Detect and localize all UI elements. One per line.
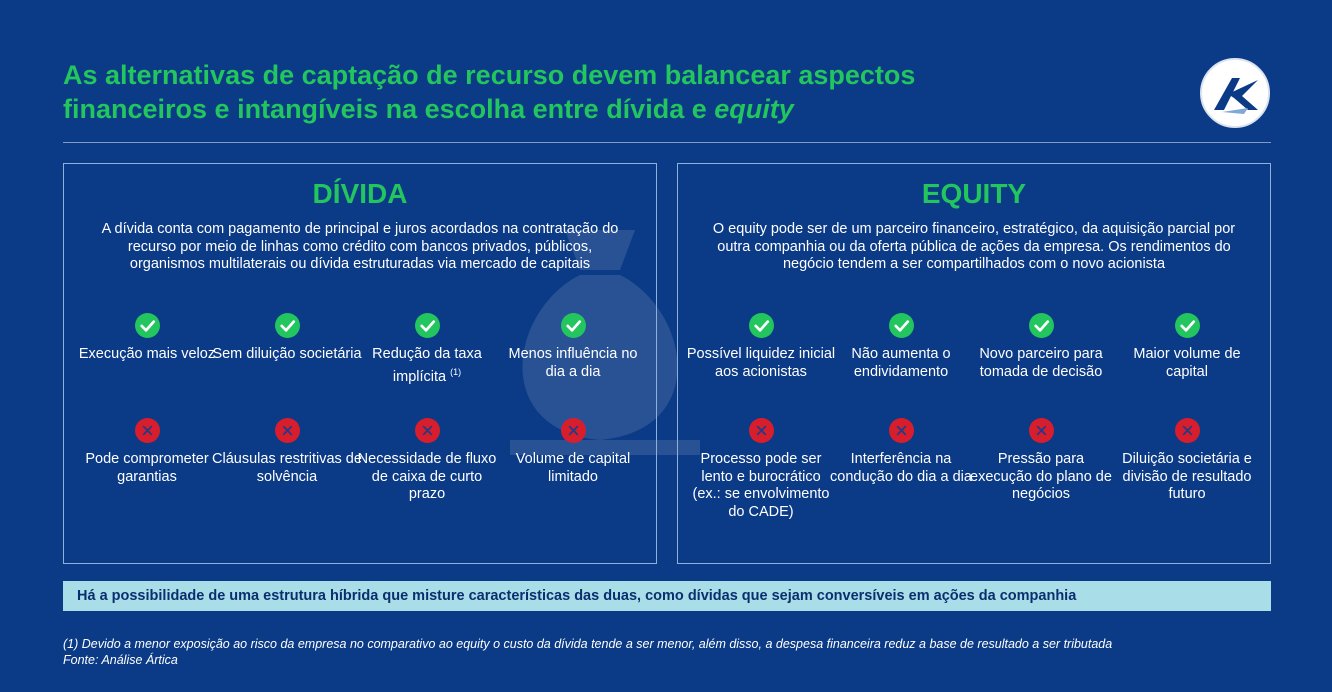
check-icon — [749, 313, 774, 338]
divida-pro-label: Menos influência no dia a dia — [508, 346, 638, 380]
divida-description: A dívida conta com pagamento de principal e juros acordados na contratação do recurso por meio de linhas como crédito com bancos privados, públicos, organismos multilaterais ou dívida estruturadas via mercado de capitais — [101, 221, 619, 272]
divida-pro-label: Execução mais veloz — [78, 346, 216, 362]
cross-icon — [889, 418, 914, 443]
divida-pro-item — [212, 313, 362, 364]
equity-pro-item — [1112, 313, 1262, 381]
equity-pro-item — [826, 313, 976, 381]
cross-icon — [1029, 418, 1054, 443]
divida-con-label: Necessidade de fluxo de caixa de curto prazo — [357, 451, 497, 502]
equity-pro-item — [966, 313, 1116, 381]
equity-con-label: Pressão para execução do plano de negócios — [970, 451, 1112, 502]
equity-heading: EQUITY — [921, 178, 1027, 209]
check-icon — [135, 313, 160, 338]
divida-con-item — [212, 418, 362, 486]
title-line-1: As alternativas de captação de recurso devem balancear aspectos — [63, 60, 916, 90]
title-line-2: financeiros e intangíveis na escolha entre dívida e — [63, 94, 707, 124]
equity-con-item — [966, 418, 1116, 504]
cross-icon — [1175, 418, 1200, 443]
divida-con-item — [498, 418, 648, 486]
equity-con-item — [1112, 418, 1262, 504]
check-icon — [889, 313, 914, 338]
source-text: Fonte: Análise Ártica — [63, 653, 178, 667]
equity-con-item — [686, 418, 836, 521]
divida-pro-item — [498, 313, 648, 381]
equity-pro-label: Maior volume de capital — [1133, 346, 1241, 380]
cross-icon — [135, 418, 160, 443]
check-icon — [561, 313, 586, 338]
cross-icon — [415, 418, 440, 443]
equity-pro-label: Não aumenta o endividamento — [851, 346, 951, 380]
divida-heading: DÍVIDA — [312, 178, 408, 209]
footnote — [63, 636, 1112, 668]
equity-panel — [677, 163, 1271, 564]
footnote-text: (1) Devido a menor exposição ao risco da empresa no comparativo ao equity o custo da dívida tende a ser menor, além disso, a despesa financeira reduz a base de resultado a ser tributada — [63, 637, 1113, 651]
divida-pro-label: Sem diluição societária — [212, 346, 362, 362]
divida-pro-item — [72, 313, 222, 364]
page-title — [63, 58, 1143, 126]
divida-con-item — [352, 418, 502, 504]
check-icon — [1029, 313, 1054, 338]
cross-icon — [561, 418, 586, 443]
check-icon — [1175, 313, 1200, 338]
title-divider — [63, 142, 1271, 143]
equity-con-label: Diluição societária e divisão de resultado futuro — [1122, 451, 1252, 502]
divida-con-label: Cláusulas restritivas de solvência — [212, 451, 362, 485]
equity-pro-label: Novo parceiro para tomada de decisão — [979, 346, 1103, 380]
divida-pro-item — [352, 313, 502, 386]
divida-panel — [63, 163, 657, 564]
equity-pro-item — [686, 313, 836, 381]
artica-logo-icon — [1200, 58, 1270, 128]
divida-pro-label: Redução da taxa implícita — [372, 346, 482, 385]
footnote-marker: (1) — [450, 366, 462, 377]
equity-con-label: Interferência na condução do dia a dia — [830, 451, 972, 485]
hybrid-structure-banner: Há a possibilidade de uma estrutura híbrida que misture características das duas, como dívidas que sejam conversíveis em ações da companhia — [63, 581, 1271, 611]
check-icon — [275, 313, 300, 338]
divida-con-label: Pode comprometer garantias — [85, 451, 209, 485]
divida-con-label: Volume de capital limitado — [515, 451, 631, 485]
equity-con-item — [826, 418, 976, 486]
cross-icon — [749, 418, 774, 443]
cross-icon — [275, 418, 300, 443]
equity-con-label: Processo pode ser lento e burocrático (ex.: se envolvimento do CADE) — [692, 451, 830, 520]
title-italic-word: equity — [714, 94, 794, 124]
check-icon — [415, 313, 440, 338]
equity-pro-label: Possível liquidez inicial aos acionistas — [686, 346, 836, 380]
divida-con-item — [72, 418, 222, 486]
equity-description: O equity pode ser de um parceiro financeiro, estratégico, da aquisição parcial por outra companhia ou da oferta pública de ações da empresa. Os rendimentos do negócio tendem a ser compartilhados com o novo acionista — [712, 221, 1236, 272]
